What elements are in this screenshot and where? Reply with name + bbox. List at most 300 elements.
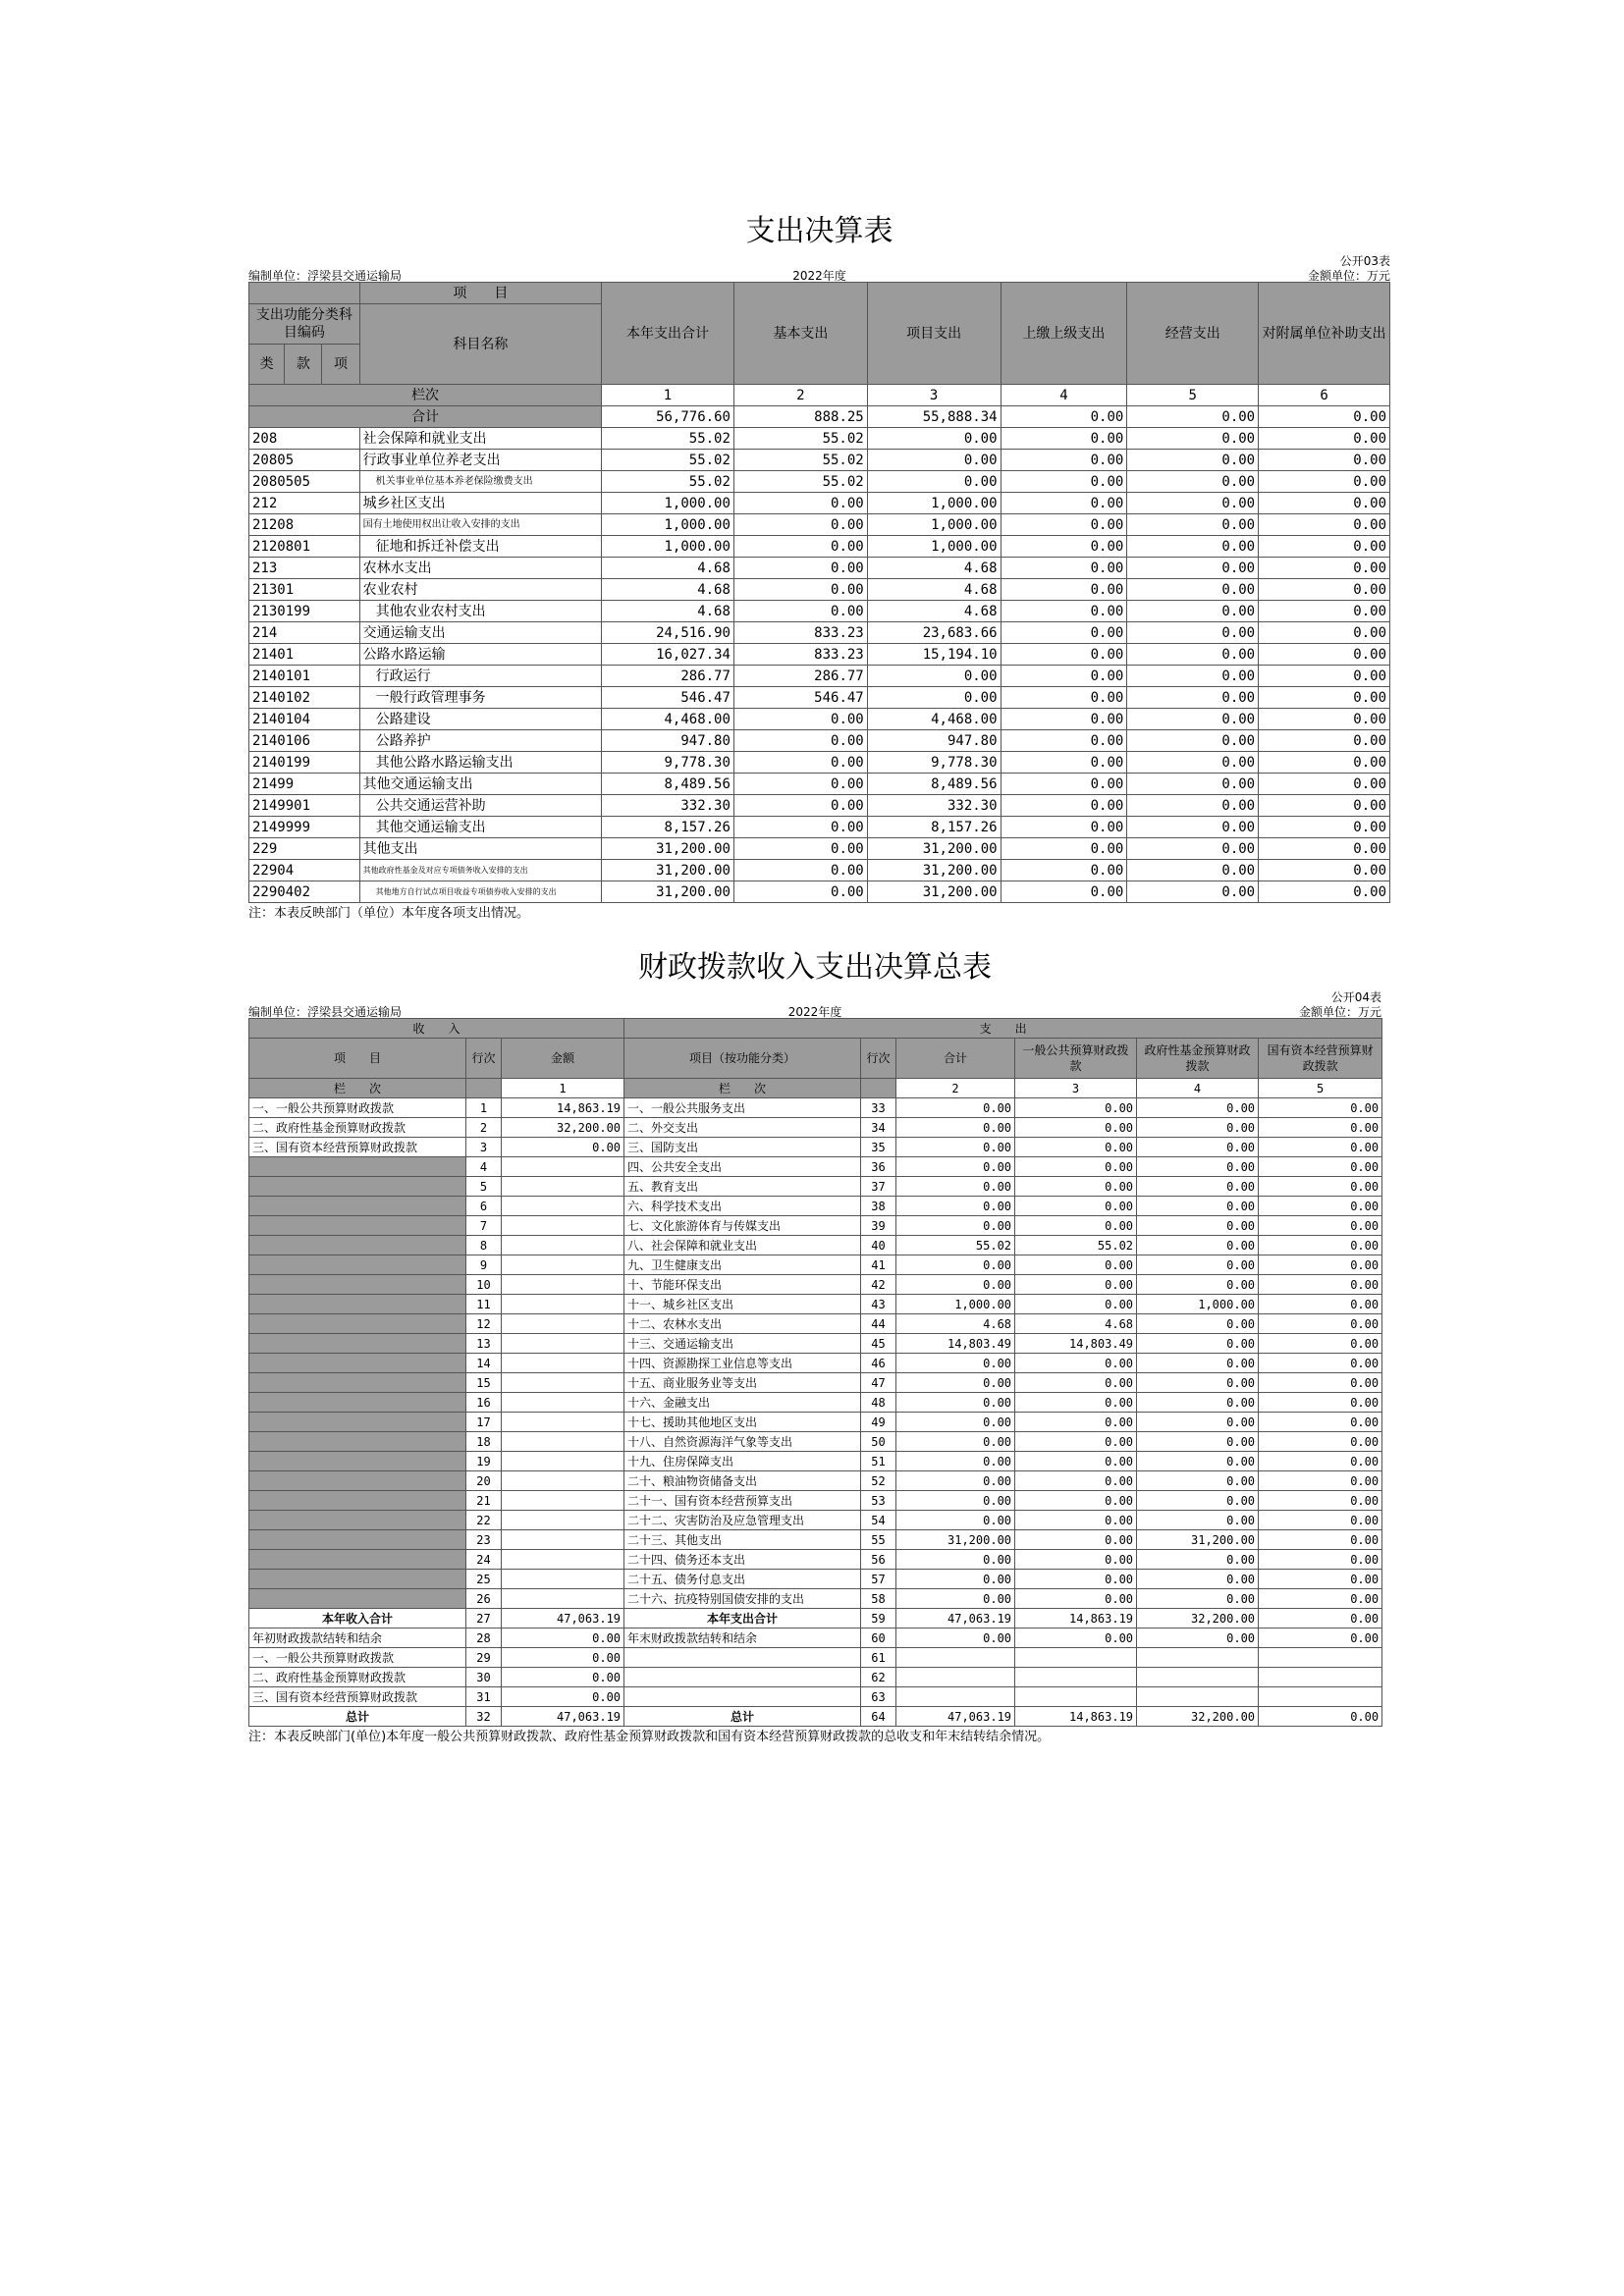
amount-cell: 0.00: [867, 450, 1001, 471]
subject-name: 征地和拆迁补偿支出: [359, 536, 601, 558]
income-amount: [502, 1354, 624, 1373]
amount-cell: 0.00: [1127, 536, 1259, 558]
sheet1-meta: [248, 252, 1390, 282]
amount-cell: 0.00: [733, 774, 867, 795]
header-fund: 政府性基金预算财政拨款: [1137, 1039, 1259, 1079]
expense-amount: 0.00: [1259, 1255, 1382, 1275]
expense-amount: [1259, 1687, 1382, 1707]
table-row: [249, 428, 1390, 450]
amount-cell: 0.00: [1127, 817, 1259, 838]
income-item: [249, 1236, 466, 1255]
subject-name: 其他地方自行试点项目收益专项债券收入安排的支出: [359, 881, 601, 903]
header-general: 一般公共预算财政拨款: [1015, 1039, 1137, 1079]
income-amount: [502, 1589, 624, 1609]
expense-amount: 55.02: [896, 1236, 1015, 1255]
expense-item: 二十六、抗疫特别国债安排的支出: [624, 1589, 861, 1609]
expense-amount: 0.00: [1137, 1413, 1259, 1432]
amount-cell: 0.00: [1127, 558, 1259, 579]
expense-line-no: 55: [861, 1530, 896, 1550]
table-row: [249, 795, 1390, 817]
expense-amount: 0.00: [1015, 1197, 1137, 1216]
income-item: [249, 1314, 466, 1334]
income-line-no: 29: [466, 1648, 502, 1668]
expense-amount: 0.00: [1259, 1570, 1382, 1589]
expense-amount: 0.00: [1015, 1530, 1137, 1550]
col-order-spacer: [466, 1079, 502, 1098]
income-amount: [502, 1255, 624, 1275]
income-item: 三、国有资本经营预算财政拨款: [249, 1138, 466, 1157]
func-code: 212: [249, 493, 360, 514]
income-line-no: 14: [466, 1354, 502, 1373]
expense-amount: [896, 1668, 1015, 1687]
table-row: [249, 666, 1390, 687]
header-income: 收 入: [249, 1019, 624, 1039]
func-code: 2130199: [249, 601, 360, 622]
col-number: 1: [602, 385, 734, 406]
sheet1-code: 公开03表: [1339, 254, 1390, 268]
income-item: [249, 1177, 466, 1197]
header-class: 类: [249, 345, 285, 385]
amount-cell: 0.00: [733, 514, 867, 536]
expense-amount: 0.00: [1137, 1275, 1259, 1295]
income-line-no: 15: [466, 1373, 502, 1393]
amount-cell: 55.02: [602, 428, 734, 450]
col-order-label: 栏次: [249, 385, 602, 406]
table-row: [249, 752, 1390, 774]
header-state-capital: 国有资本经营预算财政拨款: [1259, 1039, 1382, 1079]
expense-amount: [1015, 1687, 1137, 1707]
amount-cell: 0.00: [733, 493, 867, 514]
expense-amount: 0.00: [1259, 1589, 1382, 1609]
expense-amount: 0.00: [1259, 1334, 1382, 1354]
amount-cell: 4.68: [867, 601, 1001, 622]
income-line-no: 13: [466, 1334, 502, 1354]
amount-cell: 546.47: [602, 687, 734, 709]
amount-cell: 0.00: [1001, 450, 1127, 471]
amount-cell: 0.00: [1259, 579, 1390, 601]
table-row: [249, 1432, 1382, 1452]
amount-cell: 8,157.26: [867, 817, 1001, 838]
amount-cell: 0.00: [1259, 450, 1390, 471]
table-row: [249, 1118, 1382, 1138]
fiscal-appropriation-statement: [248, 947, 1381, 1748]
income-amount: [502, 1530, 624, 1550]
expense-item: 二十、粮油物资储备支出: [624, 1471, 861, 1491]
expense-line-no: 60: [861, 1629, 896, 1648]
income-amount: 47,063.19: [502, 1609, 624, 1629]
table-row: [249, 1570, 1382, 1589]
income-item: [249, 1511, 466, 1530]
expense-amount: 0.00: [896, 1491, 1015, 1511]
income-amount: [502, 1373, 624, 1393]
amount-cell: 1,000.00: [602, 493, 734, 514]
amount-cell: 0.00: [733, 860, 867, 881]
amount-cell: 4,468.00: [867, 709, 1001, 730]
amount-cell: 0.00: [1127, 666, 1259, 687]
table-row: [249, 622, 1390, 644]
expense-amount: [896, 1648, 1015, 1668]
expense-item: 十二、农林水支出: [624, 1314, 861, 1334]
header-subject-name: 科目名称: [359, 304, 601, 385]
amount-cell: 16,027.34: [602, 644, 734, 666]
table-row: [249, 558, 1390, 579]
subject-name: 其他农业农村支出: [359, 601, 601, 622]
expense-amount: 47,063.19: [896, 1707, 1015, 1727]
func-code: 22904: [249, 860, 360, 881]
amount-cell: 0.00: [733, 730, 867, 752]
summary-row: [249, 1648, 1382, 1668]
subject-name: 行政事业单位养老支出: [359, 450, 601, 471]
expense-line-no: 64: [861, 1707, 896, 1727]
amount-cell: 1,000.00: [602, 514, 734, 536]
expense-amount: 0.00: [1137, 1255, 1259, 1275]
expense-item: 十一、城乡社区支出: [624, 1295, 861, 1314]
expense-line-no: 48: [861, 1393, 896, 1413]
table-row: [249, 730, 1390, 752]
expense-item: 年末财政拨款结转和结余: [624, 1629, 861, 1648]
amount-cell: 0.00: [1259, 838, 1390, 860]
income-line-no: 26: [466, 1589, 502, 1609]
income-amount: [502, 1157, 624, 1177]
income-item: [249, 1197, 466, 1216]
table-row: [249, 1197, 1382, 1216]
expense-amount: 0.00: [1015, 1354, 1137, 1373]
income-line-no: 27: [466, 1609, 502, 1629]
amount-cell: 0.00: [1259, 666, 1390, 687]
amount-cell: 0.00: [1001, 428, 1127, 450]
expense-amount: 0.00: [896, 1138, 1015, 1157]
expense-item: [624, 1668, 861, 1687]
expense-line-no: 58: [861, 1589, 896, 1609]
expense-amount: 14,803.49: [1015, 1334, 1137, 1354]
header-expense: 支 出: [624, 1019, 1382, 1039]
expense-amount: 55.02: [1015, 1236, 1137, 1255]
income-amount: [502, 1570, 624, 1589]
income-amount: 32,200.00: [502, 1118, 624, 1138]
expense-amount: 0.00: [896, 1255, 1015, 1275]
table-row: [249, 493, 1390, 514]
income-line-no: 20: [466, 1471, 502, 1491]
table-row: [249, 1589, 1382, 1609]
expense-amount: [1259, 1668, 1382, 1687]
income-line-no: 2: [466, 1118, 502, 1138]
sum-value: 0.00: [1127, 406, 1259, 428]
amount-cell: 4.68: [602, 579, 734, 601]
amount-cell: 0.00: [733, 601, 867, 622]
amount-cell: 4.68: [867, 558, 1001, 579]
amount-cell: 0.00: [1259, 687, 1390, 709]
sum-value: 56,776.60: [602, 406, 734, 428]
sheet1-title: 支出决算表: [745, 214, 893, 248]
summary-row: [249, 1609, 1382, 1629]
expense-amount: 0.00: [896, 1373, 1015, 1393]
expense-amount: 0.00: [1259, 1707, 1382, 1727]
expense-item: 十七、援助其他地区支出: [624, 1413, 861, 1432]
subject-name: 其他交通运输支出: [359, 774, 601, 795]
expense-amount: [896, 1687, 1015, 1707]
expense-amount: 0.00: [1015, 1295, 1137, 1314]
expense-amount: 0.00: [1137, 1511, 1259, 1530]
income-amount: [502, 1314, 624, 1334]
amount-cell: 0.00: [1001, 666, 1127, 687]
income-item: [249, 1275, 466, 1295]
expense-amount: 0.00: [1259, 1530, 1382, 1550]
amount-cell: 0.00: [1259, 558, 1390, 579]
expense-line-no: 34: [861, 1118, 896, 1138]
amount-cell: 4.68: [602, 558, 734, 579]
table-row: [249, 1275, 1382, 1295]
income-line-no: 1: [466, 1098, 502, 1118]
expense-amount: [1137, 1648, 1259, 1668]
income-line-no: 28: [466, 1629, 502, 1648]
amount-cell: 8,157.26: [602, 817, 734, 838]
income-line-no: 11: [466, 1295, 502, 1314]
expense-amount: 0.00: [1015, 1511, 1137, 1530]
expense-line-no: 33: [861, 1098, 896, 1118]
amount-cell: 0.00: [1001, 579, 1127, 601]
func-code: 2140106: [249, 730, 360, 752]
amount-cell: 0.00: [1001, 493, 1127, 514]
func-code: 2149999: [249, 817, 360, 838]
amount-cell: 0.00: [733, 536, 867, 558]
expense-amount: 4.68: [1015, 1314, 1137, 1334]
income-item: [249, 1530, 466, 1550]
income-item: 一、一般公共预算财政拨款: [249, 1648, 466, 1668]
expense-amount: 0.00: [1259, 1550, 1382, 1570]
expense-amount: 0.00: [1137, 1098, 1259, 1118]
amount-cell: 0.00: [1001, 730, 1127, 752]
table-row: [249, 1255, 1382, 1275]
table-row: [249, 601, 1390, 622]
expense-item: 二、外交支出: [624, 1118, 861, 1138]
amount-cell: 947.80: [867, 730, 1001, 752]
sheet2-currency: 金额单位：万元: [1298, 1005, 1381, 1019]
expense-line-no: 40: [861, 1236, 896, 1255]
expense-amount: 0.00: [1137, 1471, 1259, 1491]
col-number: 3: [1015, 1079, 1137, 1098]
amount-cell: 0.00: [1127, 687, 1259, 709]
amount-cell: 8,489.56: [867, 774, 1001, 795]
amount-cell: 0.00: [1127, 450, 1259, 471]
expense-item: 八、社会保障和就业支出: [624, 1236, 861, 1255]
income-item: [249, 1334, 466, 1354]
expense-amount: 0.00: [1137, 1118, 1259, 1138]
sum-value: 55,888.34: [867, 406, 1001, 428]
expense-amount: 0.00: [1259, 1373, 1382, 1393]
income-item: [249, 1354, 466, 1373]
expense-item: 二十一、国有资本经营预算支出: [624, 1491, 861, 1511]
amount-cell: 0.00: [1259, 709, 1390, 730]
amount-cell: 0.00: [1259, 774, 1390, 795]
expense-line-no: 57: [861, 1570, 896, 1589]
header-item: 项 目: [249, 1039, 466, 1079]
expenditure-table: [248, 282, 1390, 903]
expense-amount: [1259, 1648, 1382, 1668]
amount-cell: 0.00: [1001, 622, 1127, 644]
subject-name: 机关事业单位基本养老保险缴费支出: [359, 471, 601, 493]
header-func-item: 项目（按功能分类）: [624, 1039, 861, 1079]
amount-cell: 0.00: [1259, 471, 1390, 493]
expense-amount: 0.00: [1259, 1236, 1382, 1255]
table-row: [249, 1393, 1382, 1413]
table-row: [249, 579, 1390, 601]
sheet2-note: 注：本表反映部门(单位)本年度一般公共预算财政拨款、政府性基金预算财政拨款和国有资本经营预算财政拨款的总收支和年末结转结余情况。: [248, 1730, 1051, 1744]
col-number: 5: [1127, 385, 1259, 406]
col-order-spacer: [861, 1079, 896, 1098]
expense-amount: 32,200.00: [1137, 1609, 1259, 1629]
table-row: [249, 838, 1390, 860]
expense-amount: 0.00: [1137, 1197, 1259, 1216]
income-item: [249, 1413, 466, 1432]
amount-cell: 0.00: [733, 881, 867, 903]
sheet2-meta: [248, 988, 1381, 1018]
income-amount: [502, 1511, 624, 1530]
expense-amount: 0.00: [1259, 1275, 1382, 1295]
table-row: [249, 709, 1390, 730]
expense-amount: 0.00: [1259, 1432, 1382, 1452]
expense-amount: 0.00: [896, 1393, 1015, 1413]
amount-cell: 55.02: [733, 471, 867, 493]
amount-cell: 4,468.00: [602, 709, 734, 730]
income-line-no: 22: [466, 1511, 502, 1530]
expense-item: 五、教育支出: [624, 1177, 861, 1197]
expense-amount: 0.00: [896, 1216, 1015, 1236]
amount-cell: 9,778.30: [867, 752, 1001, 774]
expense-item: 一、一般公共服务支出: [624, 1098, 861, 1118]
income-line-no: 19: [466, 1452, 502, 1471]
header-amount: 金额: [502, 1039, 624, 1079]
expense-amount: 0.00: [1259, 1157, 1382, 1177]
table-row: [249, 1354, 1382, 1373]
expense-item: [624, 1648, 861, 1668]
income-amount: 14,863.19: [502, 1098, 624, 1118]
subject-name: 其他政府性基金及对应专项债务收入安排的支出: [359, 860, 601, 881]
expense-line-no: 44: [861, 1314, 896, 1334]
income-line-no: 9: [466, 1255, 502, 1275]
func-code: 20805: [249, 450, 360, 471]
amount-cell: 24,516.90: [602, 622, 734, 644]
expense-item: 二十五、债务付息支出: [624, 1570, 861, 1589]
expense-item: 六、科学技术支出: [624, 1197, 861, 1216]
sum-row: [249, 406, 1390, 428]
expenditure-statement: [248, 211, 1390, 925]
expense-item: 九、卫生健康支出: [624, 1255, 861, 1275]
col-number: 5: [1259, 1079, 1382, 1098]
amount-cell: 31,200.00: [602, 860, 734, 881]
income-amount: [502, 1177, 624, 1197]
table-row: [249, 860, 1390, 881]
col-number: 2: [733, 385, 867, 406]
expense-amount: 0.00: [1015, 1432, 1137, 1452]
expense-amount: 0.00: [896, 1098, 1015, 1118]
income-line-no: 30: [466, 1668, 502, 1687]
subject-name: 社会保障和就业支出: [359, 428, 601, 450]
table-row: [249, 1471, 1382, 1491]
amount-cell: 31,200.00: [867, 838, 1001, 860]
expense-amount: 0.00: [1137, 1157, 1259, 1177]
amount-cell: 31,200.00: [867, 860, 1001, 881]
income-amount: [502, 1334, 624, 1354]
expense-item: 总计: [624, 1707, 861, 1727]
expense-item: 十九、住房保障支出: [624, 1452, 861, 1471]
expense-amount: 0.00: [1259, 1295, 1382, 1314]
amount-cell: 0.00: [1259, 860, 1390, 881]
amount-cell: 0.00: [1259, 795, 1390, 817]
amount-cell: 0.00: [1001, 774, 1127, 795]
amount-cell: 0.00: [1127, 752, 1259, 774]
amount-cell: 0.00: [1001, 601, 1127, 622]
subject-name: 其他交通运输支出: [359, 817, 601, 838]
expense-amount: 0.00: [896, 1570, 1015, 1589]
header-total: 合计: [896, 1039, 1015, 1079]
expense-amount: 0.00: [896, 1354, 1015, 1373]
amount-cell: 0.00: [1127, 881, 1259, 903]
header-business: 经营支出: [1127, 283, 1259, 385]
amount-cell: 286.77: [733, 666, 867, 687]
income-line-no: 10: [466, 1275, 502, 1295]
expense-amount: 0.00: [1137, 1373, 1259, 1393]
income-line-no: 24: [466, 1550, 502, 1570]
expense-line-no: 59: [861, 1609, 896, 1629]
expense-amount: 0.00: [1015, 1629, 1137, 1648]
income-amount: 0.00: [502, 1687, 624, 1707]
expense-amount: 0.00: [1259, 1197, 1382, 1216]
income-item: [249, 1491, 466, 1511]
amount-cell: 23,683.66: [867, 622, 1001, 644]
table-row: [249, 774, 1390, 795]
func-code: 2140102: [249, 687, 360, 709]
summary-row: [249, 1629, 1382, 1648]
income-line-no: 7: [466, 1216, 502, 1236]
amount-cell: 0.00: [1127, 838, 1259, 860]
expense-line-no: 39: [861, 1216, 896, 1236]
subject-name: 其他支出: [359, 838, 601, 860]
amount-cell: 0.00: [1127, 579, 1259, 601]
income-amount: 0.00: [502, 1138, 624, 1157]
income-item: [249, 1373, 466, 1393]
income-line-no: 31: [466, 1687, 502, 1707]
subject-name: 国有土地使用权出让收入安排的支出: [359, 514, 601, 536]
income-item: [249, 1295, 466, 1314]
income-item: 总计: [249, 1707, 466, 1727]
amount-cell: 0.00: [1127, 428, 1259, 450]
sheet2-org: 编制单位：浮梁县交通运输局: [248, 1005, 403, 1019]
expense-amount: 0.00: [1259, 1452, 1382, 1471]
expense-line-no: 50: [861, 1432, 896, 1452]
func-code: 2149901: [249, 795, 360, 817]
income-line-no: 5: [466, 1177, 502, 1197]
income-item: [249, 1589, 466, 1609]
subject-name: 农林水支出: [359, 558, 601, 579]
expense-item: 十六、金融支出: [624, 1393, 861, 1413]
amount-cell: 0.00: [867, 687, 1001, 709]
income-line-no: 17: [466, 1413, 502, 1432]
header-item-group: 项 目: [359, 283, 601, 304]
expense-line-no: 56: [861, 1550, 896, 1570]
expense-line-no: 42: [861, 1275, 896, 1295]
subject-name: 农业农村: [359, 579, 601, 601]
expense-item: 二十四、债务还本支出: [624, 1550, 861, 1570]
amount-cell: 0.00: [867, 666, 1001, 687]
income-item: [249, 1432, 466, 1452]
expense-amount: 0.00: [896, 1177, 1015, 1197]
amount-cell: 0.00: [1259, 752, 1390, 774]
expense-amount: 0.00: [1015, 1216, 1137, 1236]
header-item-group-spacer: [249, 283, 360, 304]
header-row-no: 行次: [466, 1039, 502, 1079]
amount-cell: 0.00: [733, 795, 867, 817]
expense-line-no: 61: [861, 1648, 896, 1668]
